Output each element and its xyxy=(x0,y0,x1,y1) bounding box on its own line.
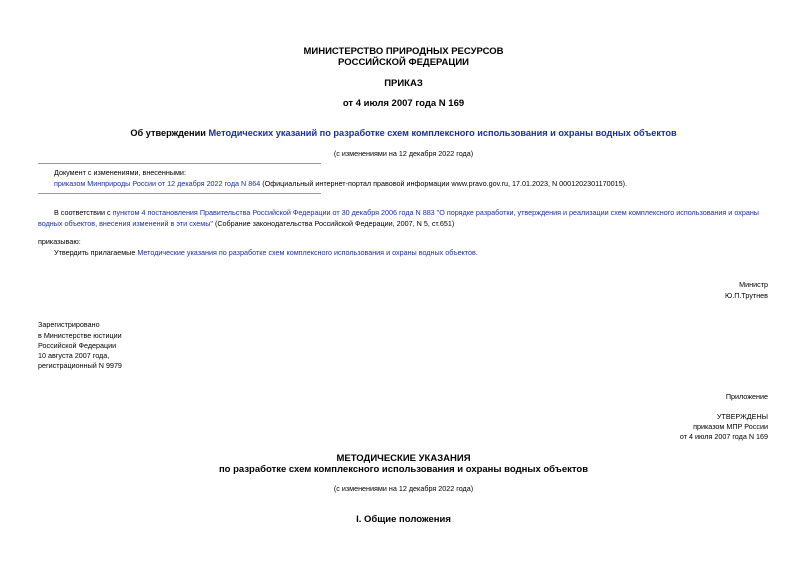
registration-line: Российской Федерации xyxy=(38,341,117,350)
guidelines-amendments-note: (с изменениями на 12 декабря 2022 года) xyxy=(333,484,474,493)
registration-line: в Министерстве юстиции xyxy=(38,331,122,340)
changes-source-details: (Официальный интернет-портал правовой информации www.pravo.gov.ru, 17.01.2023, N 0001202301170015). xyxy=(260,179,627,188)
government-decree-link[interactable]: пунктом 4 постановления Правительства Российской Федерации от 30 декабря 2006 года N 883 "О порядке разработки, утверждения и реализации схем комплексного использования и охраны водных объектов, внесения изменений в эти схемы" xyxy=(38,208,759,228)
changes-label: Документ с изменениями, внесенными: xyxy=(54,168,186,177)
guidelines-title: МЕТОДИЧЕСКИЕ УКАЗАНИЯ xyxy=(336,453,471,464)
amendments-note: (с изменениями на 12 декабря 2022 года) xyxy=(333,149,474,158)
appendix-date: от 4 июля 2007 года N 169 xyxy=(679,432,768,441)
changes-source xyxy=(54,179,627,188)
ministry-name-line1: МИНИСТЕРСТВО ПРИРОДНЫХ РЕСУРСОВ xyxy=(303,46,504,57)
registration-line: Зарегистрировано xyxy=(38,320,100,329)
guidelines-link[interactable]: Методические указания по разработке схем комплексного использования и охраны водных объектов xyxy=(137,248,476,257)
document-date-number: от 4 июля 2007 года N 169 xyxy=(342,98,465,109)
divider-top xyxy=(38,163,321,164)
approve-text-end: . xyxy=(475,248,478,257)
preamble-text-end: (Собрание законодательства Российской Федерации, 2007, N 5, ст.651) xyxy=(212,219,455,228)
appendix-by-order: приказом МПР России xyxy=(693,422,768,431)
document-title xyxy=(0,128,807,138)
order-word: приказываю: xyxy=(38,237,81,246)
appendix-approved: УТВЕРЖДЕНЫ xyxy=(716,412,768,421)
title-link[interactable]: Методических указаний по разработке схем комплексного использования и охраны водных объектов xyxy=(208,128,677,138)
document-type: ПРИКАЗ xyxy=(384,78,423,89)
registration-line: регистрационный N 9979 xyxy=(38,361,122,370)
guidelines-subtitle: по разработке схем комплексного использования и охраны водных объектов xyxy=(218,464,589,475)
approve-paragraph xyxy=(54,248,478,257)
amending-order-link[interactable]: приказом Минприроды России от 12 декабря 2022 года N 864 xyxy=(54,179,261,188)
approve-text-start: Утвердить прилагаемые xyxy=(54,248,138,257)
signatory-name: Ю.П.Трутнев xyxy=(725,291,768,300)
preamble-paragraph xyxy=(38,207,768,229)
registration-line: 10 августа 2007 года, xyxy=(38,351,110,360)
ministry-name-line2: РОССИЙСКОЙ ФЕДЕРАЦИИ xyxy=(337,57,469,68)
title-prefix: Об утверждении xyxy=(130,128,209,138)
section-title: I. Общие положения xyxy=(356,514,451,525)
divider-bottom xyxy=(38,193,321,194)
preamble-text-start: В соответствии с xyxy=(54,208,113,217)
appendix-label: Приложение xyxy=(725,392,768,401)
signatory-position: Министр xyxy=(739,280,768,289)
